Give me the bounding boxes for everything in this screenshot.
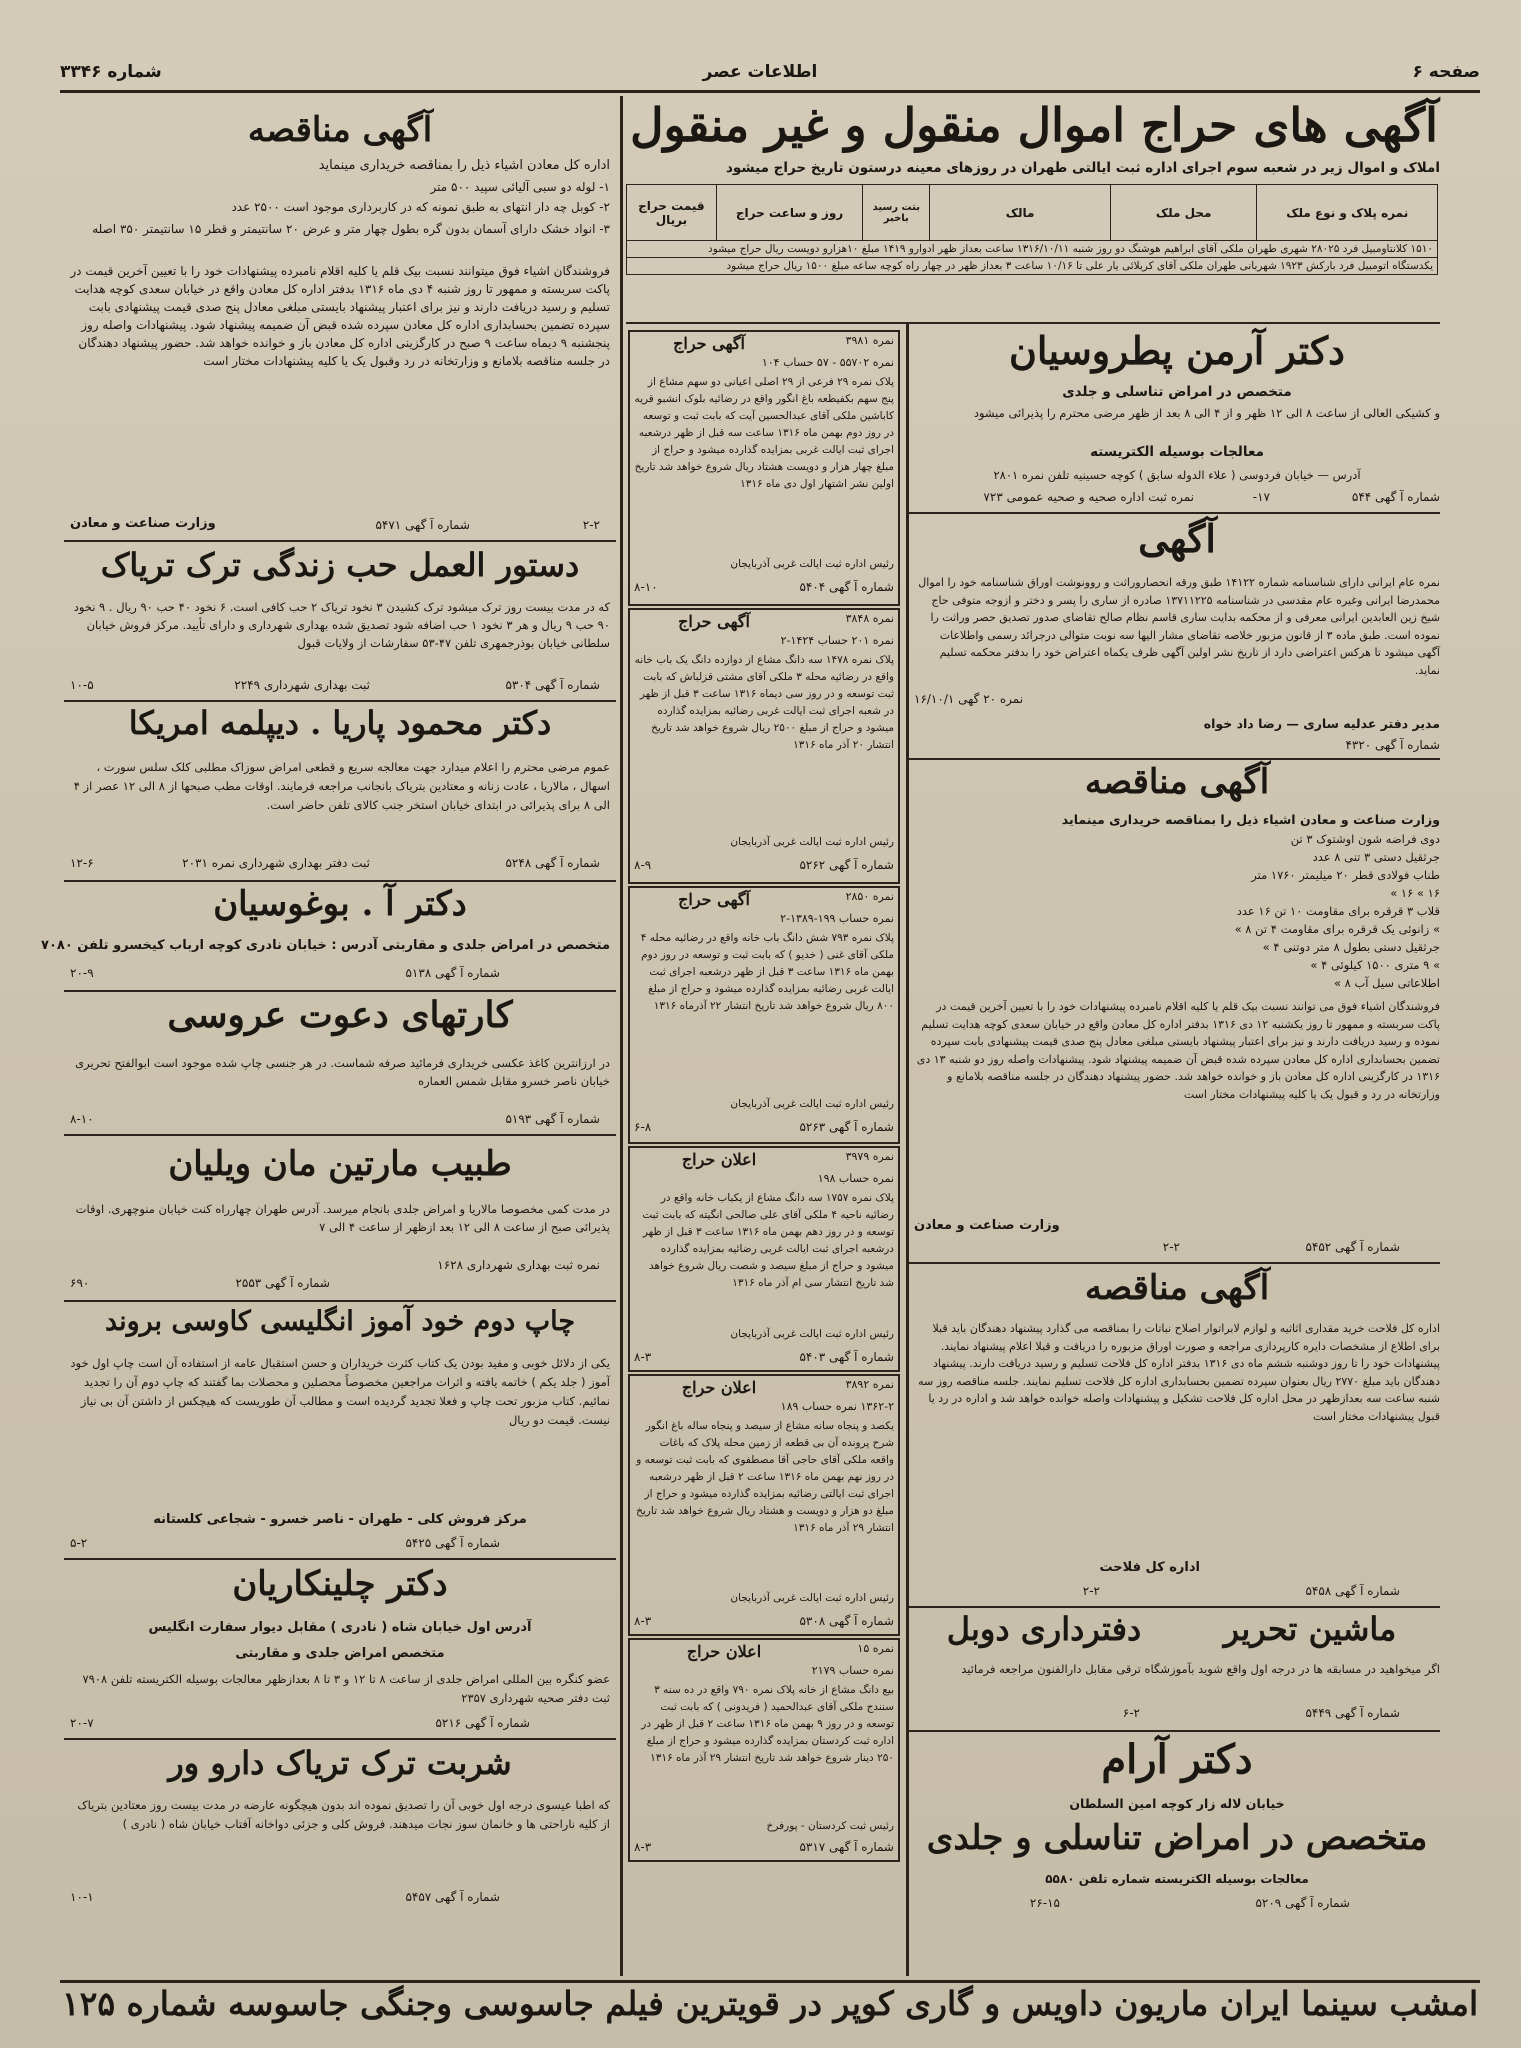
- manaqese-mid-item: » ۹ متری ۱۵۰۰ کیلوئی ۴ »: [1310, 958, 1440, 972]
- notice-body: پلاک نمره ۲۹ فرعی از ۲۹ اصلی اعیانی دو سهم مشاع از پنج سهم بکفیطعه باغ انگور واقع در رضائیه بلوک انشبو قریه کاباشین ملکی آقای عبدالحسین آیت که بابت ثبت و توسعه در روز دوم بهمن ماه ۱۳۱۶ ساعت سه قبل از ظهر درشعبه اجرای ثبت ایالت غربی بمزایده گذارده میشود و حراج از مبلغ چهار هزار و دویست هشتاد ریال شروع خواهد شد تاریخ اولین نشر اشتهار اول دی ماه ۱۳۱۶: [634, 376, 894, 490]
- rule: [908, 1262, 1440, 1264]
- manaqese-low-code: ۲-۲: [1082, 1584, 1100, 1598]
- manaqese-mid-item: ۱۶ » ۱۶ »: [1390, 886, 1440, 900]
- kart-title: کارتهای دعوت عروسی: [167, 994, 513, 1036]
- notice-title: اعلان حراج: [686, 1642, 762, 1661]
- notice-number: نمره ۳۸۴۸: [845, 612, 894, 625]
- notice-foot: شماره آ گهی ۵۲۶۲: [799, 858, 894, 872]
- martin-body: در مدت کمی مخصوصا مالاریا و امراض جلدی بانجام میرسد. آدرس طهران چهارراه کنت خیابان منوچهری. اوقات پذیرائی صبح از ساعت ۸ الی ۱۲ بعد ازظهر از ساعت ۴ الی ۷: [75, 1202, 610, 1234]
- manaqese-left-sign: وزارت صناعت و معادن: [70, 516, 216, 531]
- notice-number: نمره ۳۹۷۹: [845, 1150, 894, 1163]
- aram-electric: معالجات بوسیله الکتریسته شماره تلفن ۵۵۸۰: [1045, 1872, 1309, 1886]
- notice-title: آگهی حراج: [678, 890, 750, 909]
- notice-ref: ۱۳۶۲-۲ نمره حساب ۱۸۹: [780, 1400, 894, 1413]
- aram-code: ۲۶-۱۵: [1029, 1896, 1060, 1910]
- auction-notice-2: [628, 608, 900, 884]
- banner-rule: [60, 1980, 1480, 1983]
- notice-code: ۶-۸: [634, 1120, 652, 1134]
- notice-number: نمره ۱۵: [857, 1642, 894, 1655]
- mashin-code: ۶-۲: [1122, 1706, 1140, 1720]
- notice-foot: شماره آ گهی ۵۳۱۷: [799, 1840, 894, 1854]
- notice-code: ۸-۹: [634, 858, 652, 872]
- manaqese-low-body: اداره کل فلاحت خرید مقداری اثاثیه و لوازم لابراتوار اصلاح نباتات را بمناقصه می گذارد پیشنهاد دهندگان باید قبلا برای اطلاع از مشخصات دایره کارپردازی مراجعه و صورت اوراق مزبوره را دریافت و قبلا اعلام پیشنهاد نمایند. پیشنهادات خود را تا روز دوشنبه ششم ماه دی ۱۳۱۶ بدفتر اداره کل فلاحت تسلیم و رسید دریافت دارند. پیشنهاد دهندگان باید مبلغ ۲۷۷۰ ریال بعنوان سپرده تضمین بحسابداری اداره کل فلاحت تسلیم نمایند. جلسه مناقصه روز سه شنبه ساعت سه بعدازظهر در محل اداره کل فلاحت تشکیل و پیشنهادات واصله خوانده خواهد شد و اداره در رد یا قبول پیشنهادات مختار است: [918, 1322, 1440, 1423]
- auction-row-2: یکدستگاه اتومبیل فرد بارکش ۱۹۲۳ شهربانی طهران ملکی آقای کربلائی یار علی تا ۱۰/۱۶ ساعت ۳ بعداز ظهر در چهار راه کوچه ساعه مبلغ ۱۵۰۰ ریال حراج میشود: [627, 258, 1438, 275]
- aram-spec: متخصص در امراض تناسلی و جلدی: [926, 1818, 1428, 1858]
- bogosian-body: متخصص در امراض جلدی و مقاربتی آدرس : خیابان نادری کوچه ارباب کیخسرو تلفن ۷۰۸۰: [41, 938, 610, 953]
- cinema-banner: امشب سینما ایران ماریون داویس و گاری کوپر در قویترین فیلم جاسوسی وجنگی جاسوسه شماره ۱۲۵: [61, 1984, 1479, 2023]
- paria-ref: ثبت دفتر بهداری شهرداری نمره ۲۰۳۱: [182, 856, 370, 870]
- notice-number: نمره ۳۸۹۲: [845, 1378, 894, 1391]
- auction-bottom-rule: [626, 322, 1440, 324]
- mashin-title-right: ماشین تحریر: [1223, 1610, 1397, 1648]
- rule: [64, 1738, 616, 1740]
- sharbat-body: که اطبا عیسوی درجه اول خوبی آن را تصدیق نموده اند بدون هیچگونه عارضه در مدت بیست روز معتادین بتریاک از کلیه ناراحتی ها و خانمان سوز نجات میدهند. فروش کلی و جزئی دواخانه آفتاب خیابان شاه ( نادری ): [77, 1798, 610, 1831]
- martin-ref: نمره ثبت بهداری شهرداری ۱۶۲۸: [437, 1258, 600, 1272]
- paria-title: دکتر محمود پاریا . دیپلمه امریکا: [128, 704, 552, 742]
- rule: [64, 1558, 616, 1560]
- auction-table: [626, 184, 1438, 275]
- col-location: محل ملک: [1110, 185, 1257, 241]
- auction-columns: [626, 184, 1438, 275]
- manaqese-mid-item: دوی فراضه شون اوشتوک ۳ تن: [1290, 832, 1440, 846]
- agahi-sign: مدیر دفتر عدلیه ساری — رضا داد خواه: [1203, 716, 1440, 731]
- col-owner: مالک: [930, 185, 1111, 241]
- auction-title: آگهی های حراج اموال منقول و غیر منقول: [630, 98, 1438, 152]
- notice-foot: شماره آ گهی ۵۲۶۳: [799, 1120, 894, 1134]
- notice-ref: نمره ۲۰۱ حساب ۱۴۲۴-۲: [780, 634, 894, 647]
- rule: [64, 1134, 616, 1136]
- bogosian-code: ۲۰-۹: [70, 966, 94, 980]
- martin-code: ۶۹۰: [70, 1276, 90, 1290]
- aram-title: دکتر آرام: [1101, 1736, 1253, 1783]
- notice-body: پلاک نمره ۱۷۵۷ سه دانگ مشاع از یکباب خانه واقع در رضائیه ناحیه ۴ ملکی آقای علی صالحی انگیته که بابت ثبت توسعه و در روز دهم بهمن ماه ۱۳۱۶ ساعت ۳ قبل از ظهر درشعبه اجرای ثبت ایالت غربی رضائیه بمزایده گذارده میشود و حراج از مبلغ سیصد و شصت ریال شروع خواهد شد تاریخ انتشار سی ام آذر ماه ۱۳۱۶: [642, 1192, 894, 1289]
- petrosian-code: ۱۷-: [1252, 490, 1270, 504]
- manaqese-mid-title: آگهی مناقصه: [1084, 762, 1270, 802]
- rule: [908, 1730, 1440, 1732]
- manaqese-mid-item: جرثقیل دستی بطول ۸ متر دوتنی ۴ »: [1262, 940, 1440, 954]
- manaqese-left-title: آگهی مناقصه: [247, 110, 433, 150]
- chelinkarian-foot: شماره آ گهی ۵۲۱۶: [435, 1716, 530, 1730]
- manaqese-left-body: فروشندگان اشیاء فوق میتوانند نسبت بیک قلم یا کلیه اقلام نامبرده پیشنهادات خود را با تعیین آخرین قیمت در پاکت سربسته و ممهور تا روز شنبه ۴ دی ماه ۱۳۱۶ بدفتر اداره کل معادن واقع در خیابان سعدی کوچه هدایت تسلیم و رسید دریافت دارند و نیز برای اعتبار پیشنهاد بایستی مبلغی معادل پنج صدی قیمت پیشنهادی بابت سپرده تضمین بحسابداری اداره کل معادن سپرده شده قبض آن ضمیمه پیشنهاد شود. پیشنهادات واصله روز پنجشنبه ۹ دیماه ساعت ۹ صبح در کارگزینی اداره کل معادن باز و خوانده خواهد شد. حضور پیشنهاد دهندگان در جلسه مناقصه بلامانع و وزارتخانه در رد وقبول یک یا کلیه پیشنهادات مختار است: [70, 264, 610, 368]
- chelinkarian-spec: متخصص امراض جلدی و مقاربتی: [235, 1646, 445, 1661]
- petrosian-electric: معالجات بوسیله الکتریسته: [1090, 444, 1264, 460]
- manaqese-left-item: ۱- لوله دو سبی آلیائی سپید ۵۰۰ متر: [430, 180, 610, 194]
- kavoosi-center: مرکز فروش کلی - طهران - ناصر خسرو - شجاعی کلستانه: [153, 1512, 527, 1527]
- manaqese-mid-code: ۲-۲: [1162, 1240, 1180, 1254]
- auction-notice-3: [628, 886, 900, 1144]
- martin-title: طبیب مارتین مان ویلیان: [168, 1144, 512, 1184]
- notice-sign: رئیس اداره ثبت ایالت غربی آذربایجان: [730, 1328, 894, 1340]
- manaqese-low-sign: اداره کل فلاحت: [1099, 1560, 1200, 1575]
- kart-body: در ارزانترین کاغذ عکسی خریداری فرمائید صرفه شماست. در هر جنسی چاپ شده موجود است ابوالفتح تحریری خیابان ناصر خسرو مقابل شمس العماره: [75, 1056, 610, 1088]
- manaqese-mid-item: قلاب ۳ قرقره برای مقاومت ۱۰ تن ۱۶ عدد: [1236, 904, 1440, 918]
- dastoor-body: که در مدت بیست روز ترک میشود ترک کشیدن ۳ نخود تریاک ۲ حب کافی است. ۶ نخود ۴۰ حب ۹۰ ریال . ۹ نخود ۹۰ حب ۹ ریال و هر ۳ نخود ۱ حب اضافه شود تصدیق شده بهداری شهرداری و دارای تأیید. مرکز فروش خیابان سلطانی خیابان بوذرجمهری تلفن ۴۷-۵۳ سفارشات از ولایات قبول: [73, 600, 610, 650]
- martin-foot: شماره آ گهی ۲۵۵۳: [235, 1276, 330, 1290]
- aram-address: خیابان لاله زار کوچه امین السلطان: [1069, 1796, 1285, 1811]
- notice-foot: شماره آ گهی ۵۴۰۳: [799, 1350, 894, 1364]
- chelinkarian-address: آدرس اول خیابان شاه ( نادری ) مقابل دیوار سفارت انگلیس: [148, 1620, 532, 1635]
- notice-ref: نمره حساب ۲۱۷۹: [811, 1664, 894, 1677]
- petrosian-title: دکتر آرمن پطروسیان: [1009, 328, 1345, 373]
- kavoosi-body: یکی از دلائل خوبی و مفید بودن یک کتاب کثرت خریداران و حسن استقبال عامه از استفاده آن است چاپ اول خود آموز ( جلد یکم ) خاتمه یافته و اثرات مراجعین مخصوصاً محصلین و محصلات بما گفتند که چاپ دوم آن را تجدید نمائیم. کتاب مزبور تحت چاپ و فعلا تجدید گردیده است و مطالب آن طوریست که هیچکس از داشتن آن بی نیاز نیست. قیمت دو ریال: [70, 1356, 610, 1427]
- manaqese-left-item: ۳- انواد خشک دارای آسمان بدون گره بطول چهار متر و عرض ۲۰ سانتیمتر و قطر ۱۵ سانتیمتر ۳۵۰ اصله: [92, 222, 610, 236]
- column-rule-right: [906, 324, 909, 1976]
- rule: [908, 1606, 1440, 1608]
- manaqese-mid-item: جرثقیل دستی ۳ تنی ۸ عدد: [1312, 850, 1440, 864]
- column-rule-left: [620, 96, 623, 1976]
- mashin-body: اگر میخواهید در مسابقه ها در درجه اول واقع شوید بآموزشگاه ترقی مقابل دارالفنون مراجعه فرمائید: [961, 1662, 1440, 1676]
- notice-foot: شماره آ گهی ۵۴۰۴: [799, 580, 894, 594]
- notice-ref: نمره ۵۵۷۰۲ - ۵۷ حساب ۱۰۴: [761, 356, 894, 369]
- manaqese-mid-body: فروشندگان اشیاء فوق می توانند نسبت بیک قلم یا کلیه اقلام نامبرده پیشنهادات خود را با تعیین آخرین قیمت در پاکت سربسته و ممهور تا روز یکشنبه ۱۲ دی ۱۳۱۶ بدفتر اداره کل معادن واقع در خیابان سعدی کوچه هدایت تسلیم نموده و رسید دریافت دارند و نیز برای اعتبار پیشنهاد بایستی مبلغی معادل پنج صدی قیمت پیشنهادی بابت سپرده تضمین بحسابداری اداره کل معادن سپرده شده قبض آن ضمیمه پیشنهاد شود. پیشنهادات واصله روز دو شنبه ۱۳ دی ۱۳۱۶ در کارگزینی اداره کل معادن باز و خوانده خواهد شد. حضور پیشنهاد دهندگان در جلسه مناقصه بلامانع و وزارتخانه در رد و قبول یک یا کلیه پیشنهادات مختار است: [916, 1000, 1440, 1101]
- notice-code: ۸-۳: [634, 1840, 652, 1854]
- paria-foot: شماره آ گهی ۵۲۴۸: [505, 856, 600, 870]
- petrosian-address: آدرس — خیابان فردوسی ( علاء الدوله سابق ) کوچه حسینیه تلفن نمره ۲۸۰۱: [993, 468, 1361, 482]
- auction-row-1: ۱۵۱۰ کلانتاومبیل فرد ۲۸۰۲۵ شهری طهران ملکی آقای ابراهیم هوشنگ دو روز شنبه ۱۳۱۶/۱۰/۱۱ ساعت بعداز ظهر ادوارو ۱۴۱۹ مبلغ ۱۰هزارو دویست ریال حراج میشود: [627, 241, 1438, 258]
- notice-title: آگهی حراج: [678, 612, 750, 631]
- notice-sign: رئیس اداره ثبت ایالت غربی آذربایجان: [730, 558, 894, 570]
- agahi-foot: شماره آ گهی ۴۳۲۰: [1345, 738, 1440, 752]
- rule: [64, 880, 616, 882]
- notice-title: اعلان حراج: [681, 1150, 757, 1169]
- chelinkarian-code: ۲۰-۷: [70, 1716, 94, 1730]
- mashin-title-left: دفترداری دوبل: [946, 1610, 1142, 1648]
- notice-code: ۸-۱۰: [634, 580, 658, 594]
- sharbat-foot: شماره آ گهی ۵۴۵۷: [405, 1890, 500, 1904]
- kavoosi-code: ۵-۲: [70, 1536, 88, 1550]
- rule: [64, 540, 616, 542]
- notice-body: یکصد و پنجاه سانه مشاع از سیصد و پنجاه ساله باغ انگور شرح پرونده آن بی قطعه از زمین محله پلاک که باغات واقعه ملکی آقای حاجی آقا مصطفوی که بابت ثبت توسعه و در روز نهم بهمن ماه ۱۳۱۶ ساعت ۲ قبل از ظهر درشعبه اجرای ثبت ایالتی رضائیه بمزایده گذارده میشود و حراج از مبلغ دو هزار و دویست و هشتاد ریال شروع خواهد شد تاریخ انتشار ۲۹ آذر ماه ۱۳۱۶: [636, 1420, 894, 1534]
- rule: [908, 512, 1440, 514]
- paria-body: عموم مرضی محترم را اعلام میدارد جهت معالجه سریع و قطعی امراض سوزاک مطلبی کلک سلس سورت ، اسهال ، مالاریا ، عادت زنانه و معتادین بتریاک بانجانب مراجعه فرمایند. اوقات مطب صبحها از ۸ الی ۱۲ عصر از ۴ الی ۸ برای پذیرائی در ابتدای خیابان استخر جنب کالای تلفن حاضر است.: [73, 760, 610, 812]
- notice-foot: شماره آ گهی ۵۳۰۸: [799, 1614, 894, 1628]
- agahi-title: آگهی: [1138, 516, 1216, 561]
- rule: [64, 700, 616, 702]
- auction-notice-1: [628, 330, 900, 606]
- dastoor-foot: شماره آ گهی ۵۳۰۴: [505, 678, 600, 692]
- sharbat-code: ۱۰-۱: [70, 1890, 94, 1904]
- dastoor-code: ۱۰-۵: [70, 678, 94, 692]
- agahi-ref: نمره ۲۰ گهی ۱۶/۱۰/۱: [914, 692, 1024, 706]
- notice-sign: رئیس اداره ثبت ایالت غربی آذربایجان: [730, 836, 894, 848]
- notice-body: بیع دانگ مشاع از خانه پلاک نمره ۷۹۰ واقع در ده سنه ۳ سنندج ملکی آقای عبدالحمید ( فریدونی ) که بابت ثبت توسعه و در روز ۹ بهمن ماه ۱۳۱۶ ساعت ۲ قبل از ظهر در اداره ثبت کردستان بمزایده گذارده میشود و حراج از مبلغ ۲۵۰ دینار شروع خواهد شد تاریخ انتشار ۲۹ آذر ماه ۱۳۱۶: [641, 1684, 894, 1764]
- notice-body: پلاک نمره ۷۹۳ شش دانگ باب خانه واقع در رضائیه محله ۴ ملکی آقای غنی ( خدیو ) که بابت ثبت و توسعه در روز دوم بهمن ماه ۱۳۱۶ ساعت ۳ قبل از ظهر درشعبه اجرای ثبت ایالت غربی رضائیه بمزایده گذارده میشود و حراج از مبلغ ۸۰۰ ریال شروع خواهد شد تاریخ انتشار ۲۲ آذرماه ۱۳۱۶: [640, 932, 894, 1012]
- bogosian-foot: شماره آ گهی ۵۱۳۸: [405, 966, 500, 980]
- auction-notice-6: [628, 1638, 900, 1862]
- notice-body: پلاک نمره ۱۴۷۸ سه دانگ مشاع از دوازده دانگ یک باب خانه واقع در رضائیه محله ۳ ملکی آقای مشتی قزلباش که بابت ثبت توسعه و در روز سی دیماه ۱۳۱۶ ساعت ۳ قبل از ظهر در شعبه اجرای ثبت ایالت غربی رضائیه بمزایده گذارده میشود و حراج از مبلغ ۲۵۰۰ ریال شروع خواهد شد تاریخ انتشار ۲۰ آذر ماه ۱۳۱۶: [634, 654, 894, 751]
- paper-name: اطلاعات عصر: [702, 62, 818, 82]
- paria-code: ۱۲-۶: [70, 856, 94, 870]
- col-plak: نمره پلاک و نوع ملک: [1257, 185, 1438, 241]
- rule: [64, 990, 616, 992]
- notice-code: ۸-۳: [634, 1350, 652, 1364]
- manaqese-left-item: ۲- کوبل چه دار انتهای به طبق نمونه که در کاربرداری موجود است ۲۵۰۰ عدد: [231, 200, 610, 214]
- auction-intro: املاک و اموال زیر در شعبه سوم اجرای اداره ثبت ایالتی طهران در روزهای معینه درستون تاریخ حراج میشود: [725, 160, 1440, 176]
- manaqese-low-foot: شماره آ گهی ۵۴۵۸: [1305, 1584, 1400, 1598]
- bogosian-title: دکتر آ . بوغوسیان: [213, 884, 467, 924]
- notice-sign: رئیس ثبت کردستان - پورفرخ: [766, 1820, 894, 1832]
- notice-title: اعلان حراج: [681, 1378, 757, 1397]
- agahi-body: نمره عام ایرانی دارای شناسنامه شماره ۱۴۱۲۲ طبق ورقه انحصاروراثت و روونوشت اوراق شناسنامه خود را اموال محمدرضا ایرانی وغیره عام مقدسی در شناسنامه ۱۳۷۱۱۲۲۵ صادره از ساری را پسر و دختر و ازوجه متوفی حاج شیخ زین العابدین ایرانی معرفی و از محکمه بدایت ساری قاسم نظام صالح تقاضای صدور تصدیق حصر وراثت را نموده است. طبق ماده ۳ از قانون مزبور خلاصه تقاضای مشار الیها سه نوبت متوالی درجرائد رسمی واطلاعات آگهی میشود تا هرکس اعتراضی دارد از تاریخ نشر اولین آگهی ظرف یکماه اعتراض خود را بدفتر محکمه تسلیم نماید.: [918, 576, 1440, 677]
- dastoor-ref: ثبت بهداری شهرداری ۲۲۴۹: [234, 678, 370, 692]
- notice-number: نمره ۲۸۵۰: [845, 890, 894, 903]
- rule: [64, 1300, 616, 1302]
- sharbat-title: شربت ترک تریاک دارو ور: [168, 1744, 512, 1782]
- notice-title: آگهی حراج: [673, 334, 745, 353]
- notice-code: ۸-۳: [634, 1614, 652, 1628]
- manaqese-mid-sign: وزارت صناعت و معادن: [914, 1218, 1060, 1233]
- aram-foot: شماره آ گهی ۵۲۰۹: [1255, 1896, 1350, 1910]
- manaqese-mid-item: » زانوئی یک قرقره برای مقاومت ۴ تن ۸ »: [1234, 922, 1440, 936]
- petrosian-spec: متخصص در امراض تناسلی و جلدی: [1062, 384, 1292, 400]
- kart-code: ۸-۱۰: [70, 1112, 94, 1126]
- manaqese-mid-lead: وزارت صناعت و معادن اشیاء ذیل را بمناقصه خریداری مینماید: [1061, 812, 1440, 827]
- manaqese-left-foot: شماره آ گهی ۵۴۷۱: [375, 518, 470, 532]
- notice-number: نمره ۳۹۸۱: [845, 334, 894, 347]
- rule: [908, 758, 1440, 760]
- auction-notice-5: [628, 1374, 900, 1636]
- manaqese-mid-item: طناب فولادی قطر ۲۰ میلیمتر ۱۷۶۰ متر: [1251, 868, 1440, 882]
- kart-foot: شماره آ گهی ۵۱۹۳: [505, 1112, 600, 1126]
- manaqese-low-title: آگهی مناقصه: [1084, 1268, 1270, 1308]
- col-price: قیمت حراج بریال: [627, 185, 717, 241]
- kavoosi-foot: شماره آ گهی ۵۴۲۵: [405, 1536, 500, 1550]
- notice-sign: رئیس اداره ثبت ایالت غربی آذربایجان: [730, 1592, 894, 1604]
- col-receipt: بتت رسید باخبر: [863, 185, 930, 241]
- notice-ref: نمره حساب ۱۹۸: [817, 1172, 894, 1185]
- page-number: صفحه ۶: [1412, 62, 1480, 82]
- manaqese-left-lead: اداره کل معادن اشیاء ذیل را بمناقصه خریداری مینماید: [318, 158, 610, 173]
- manaqese-mid-item: اطلاعاتی سیل آب ۸ »: [1333, 976, 1440, 990]
- dastoor-title: دستور العمل حب زندگی ترک تریاک: [100, 546, 580, 584]
- kavoosi-title: چاپ دوم خود آموز انگلیسی کاوسی بروند: [104, 1306, 576, 1337]
- notice-ref: نمره حساب ۱۹۹-۱۳۸۹-۲: [780, 912, 894, 925]
- header-rule: [60, 90, 1480, 93]
- auction-notice-4: [628, 1146, 900, 1372]
- petrosian-body: و کشیکی العالی از ساعت ۸ الی ۱۲ ظهر و از ۴ الی ۸ بعد از ظهر مرضی محترم را پذیرائی میشود: [973, 406, 1440, 420]
- notice-sign: رئیس اداره ثبت ایالت غربی آذربایجان: [730, 1098, 894, 1110]
- manaqese-left-code: ۲-۲: [582, 518, 600, 532]
- manaqese-mid-foot: شماره آ گهی ۵۴۵۲: [1305, 1240, 1400, 1254]
- petrosian-foot: شماره آ گهی ۵۴۴: [1351, 490, 1440, 504]
- issue-number: شماره ۳۳۴۶: [60, 62, 162, 82]
- chelinkarian-title: دکتر چلینکاریان: [232, 1564, 448, 1604]
- chelinkarian-body: عضو کنگره بین المللی امراض جلدی از ساعت ۸ تا ۱۲ و ۳ تا ۸ بعدازظهر معالجات بوسیله الکتریسته تلفن ۷۹۰۸ ثبت دفتر صحیه شهرداری ۲۳۵۷: [82, 1672, 610, 1705]
- col-datetime: روز و ساعت حراج: [716, 185, 863, 241]
- mashin-foot: شماره آ گهی ۵۴۴۹: [1305, 1706, 1400, 1720]
- petrosian-ref: نمره ثبت اداره صحیه و صحیه عمومی ۷۲۳: [983, 490, 1194, 504]
